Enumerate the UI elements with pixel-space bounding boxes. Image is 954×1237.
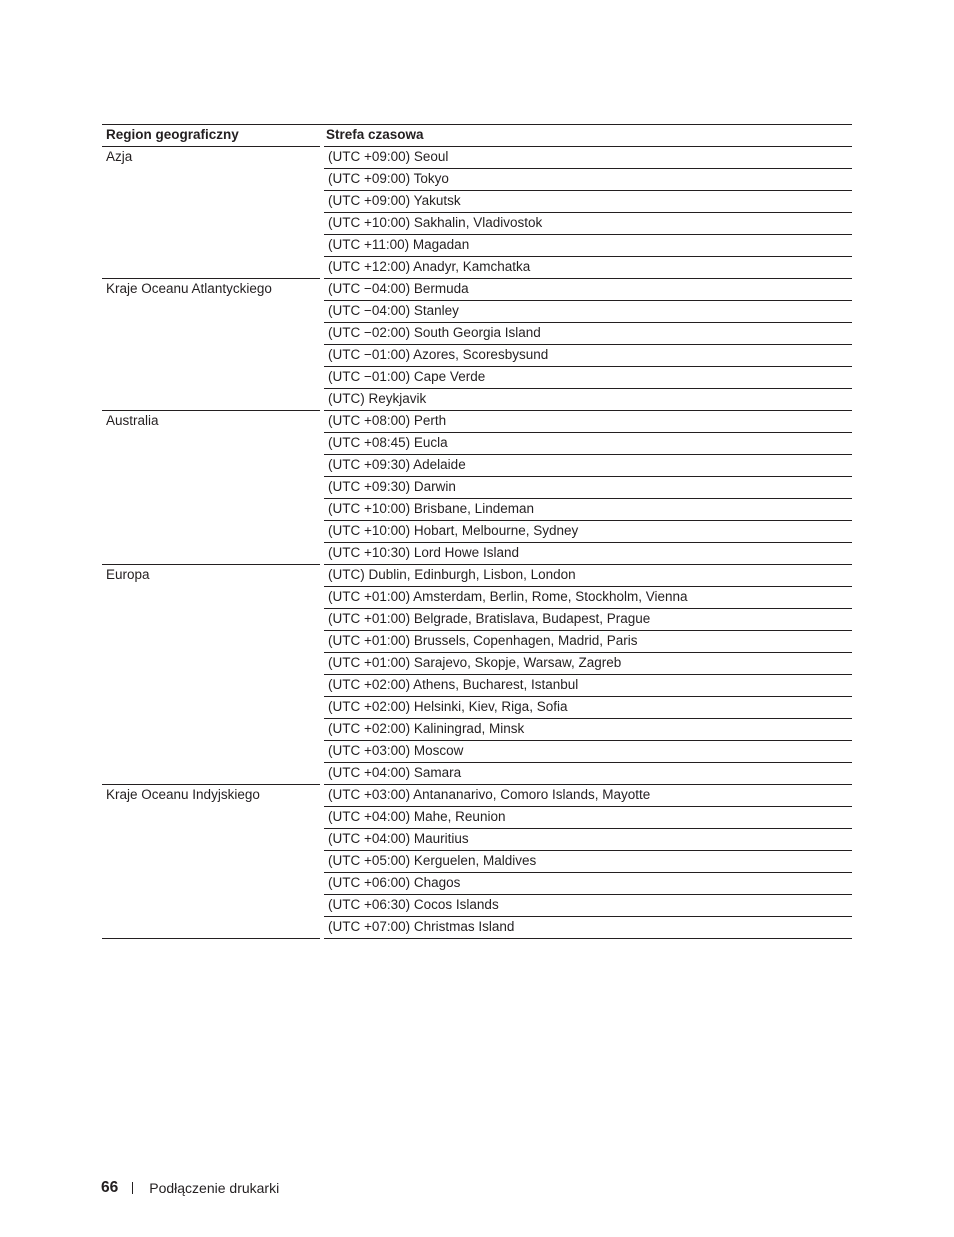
region-cell xyxy=(102,499,322,521)
timezone-cell: (UTC +03:00) Moscow xyxy=(322,741,852,763)
region-cell xyxy=(102,543,322,565)
header-region: Region geograficzny xyxy=(102,125,322,147)
timezone-cell: (UTC −04:00) Bermuda xyxy=(322,279,852,301)
timezone-cell: (UTC +08:00) Perth xyxy=(322,411,852,433)
timezone-cell: (UTC +09:00) Tokyo xyxy=(322,169,852,191)
region-cell: Europa xyxy=(102,565,322,587)
page-number: 66 xyxy=(101,1179,119,1196)
region-cell xyxy=(102,367,322,389)
region-cell xyxy=(102,235,322,257)
timezone-cell: (UTC +01:00) Sarajevo, Skopje, Warsaw, Zagreb xyxy=(322,653,852,675)
timezone-cell: (UTC +02:00) Helsinki, Kiev, Riga, Sofia xyxy=(322,697,852,719)
page-footer xyxy=(101,1177,279,1199)
region-cell xyxy=(102,191,322,213)
table-row xyxy=(102,873,852,895)
region-cell: Australia xyxy=(102,411,322,433)
table-row xyxy=(102,895,852,917)
region-cell xyxy=(102,477,322,499)
region-cell xyxy=(102,323,322,345)
timezone-cell: (UTC −01:00) Azores, Scoresbysund xyxy=(322,345,852,367)
region-cell xyxy=(102,455,322,477)
timezone-cell: (UTC +02:00) Athens, Bucharest, Istanbul xyxy=(322,675,852,697)
region-cell xyxy=(102,873,322,895)
timezone-cell: (UTC +06:00) Chagos xyxy=(322,873,852,895)
table-row xyxy=(102,653,852,675)
region-cell xyxy=(102,609,322,631)
header-timezone: Strefa czasowa xyxy=(322,125,852,147)
region-cell xyxy=(102,587,322,609)
table-row xyxy=(102,455,852,477)
timezone-cell: (UTC +01:00) Brussels, Copenhagen, Madrid, Paris xyxy=(322,631,852,653)
table-row xyxy=(102,697,852,719)
timezone-cell: (UTC +08:45) Eucla xyxy=(322,433,852,455)
table-row xyxy=(102,367,852,389)
region-cell xyxy=(102,213,322,235)
timezone-cell: (UTC +04:00) Mauritius xyxy=(322,829,852,851)
region-cell xyxy=(102,763,322,785)
timezone-cell: (UTC) Reykjavik xyxy=(322,389,852,411)
table-row xyxy=(102,609,852,631)
table-row xyxy=(102,763,852,785)
table-row xyxy=(102,829,852,851)
timezone-cell: (UTC +07:00) Christmas Island xyxy=(322,917,852,939)
timezone-cell: (UTC −04:00) Stanley xyxy=(322,301,852,323)
region-cell xyxy=(102,675,322,697)
timezone-cell: (UTC −01:00) Cape Verde xyxy=(322,367,852,389)
region-cell xyxy=(102,653,322,675)
footer-separator xyxy=(132,1182,133,1194)
table-row xyxy=(102,477,852,499)
table-row xyxy=(102,851,852,873)
region-cell xyxy=(102,829,322,851)
timezone-cell: (UTC +10:00) Brisbane, Lindeman xyxy=(322,499,852,521)
timezone-cell: (UTC +04:00) Samara xyxy=(322,763,852,785)
timezone-cell: (UTC +06:30) Cocos Islands xyxy=(322,895,852,917)
region-cell xyxy=(102,851,322,873)
header-row xyxy=(102,125,852,147)
timezone-cell: (UTC +09:30) Adelaide xyxy=(322,455,852,477)
region-cell xyxy=(102,389,322,411)
table-row xyxy=(102,675,852,697)
region-cell xyxy=(102,917,322,939)
region-cell xyxy=(102,741,322,763)
timezone-cell: (UTC +12:00) Anadyr, Kamchatka xyxy=(322,257,852,279)
region-cell: Kraje Oceanu Indyjskiego xyxy=(102,785,322,807)
table-row xyxy=(102,917,852,939)
timezone-cell: (UTC +09:00) Seoul xyxy=(322,147,852,169)
table-row xyxy=(102,301,852,323)
timezone-cell: (UTC) Dublin, Edinburgh, Lisbon, London xyxy=(322,565,852,587)
timezone-cell: (UTC +01:00) Amsterdam, Berlin, Rome, Stockholm, Vienna xyxy=(322,587,852,609)
timezone-cell: (UTC +11:00) Magadan xyxy=(322,235,852,257)
table-row xyxy=(102,807,852,829)
region-cell: Kraje Oceanu Atlantyckiego xyxy=(102,279,322,301)
region-cell xyxy=(102,521,322,543)
table-row xyxy=(102,213,852,235)
table-row xyxy=(102,345,852,367)
footer-section-title: Podłączenie drukarki xyxy=(149,1180,280,1196)
region-cell xyxy=(102,433,322,455)
region-cell xyxy=(102,257,322,279)
table-row xyxy=(102,433,852,455)
timezone-cell: (UTC +03:00) Antananarivo, Comoro Islands, Mayotte xyxy=(322,785,852,807)
timezone-cell: (UTC +09:00) Yakutsk xyxy=(322,191,852,213)
region-cell: Azja xyxy=(102,147,322,169)
region-cell xyxy=(102,697,322,719)
table-row xyxy=(102,147,852,169)
table-row xyxy=(102,257,852,279)
region-cell xyxy=(102,301,322,323)
table-row xyxy=(102,191,852,213)
region-cell xyxy=(102,807,322,829)
timezone-cell: (UTC +10:00) Hobart, Melbourne, Sydney xyxy=(322,521,852,543)
timezone-table xyxy=(102,124,852,939)
timezone-cell: (UTC +09:30) Darwin xyxy=(322,477,852,499)
region-cell xyxy=(102,631,322,653)
table-row xyxy=(102,587,852,609)
table-row xyxy=(102,565,852,587)
region-cell xyxy=(102,895,322,917)
timezone-cell: (UTC +10:30) Lord Howe Island xyxy=(322,543,852,565)
timezone-cell: (UTC +04:00) Mahe, Reunion xyxy=(322,807,852,829)
region-cell xyxy=(102,169,322,191)
table-row xyxy=(102,631,852,653)
timezone-cell: (UTC −02:00) South Georgia Island xyxy=(322,323,852,345)
table-row xyxy=(102,543,852,565)
table-row xyxy=(102,719,852,741)
table-row xyxy=(102,521,852,543)
table-row xyxy=(102,389,852,411)
table-row xyxy=(102,279,852,301)
timezone-cell: (UTC +01:00) Belgrade, Bratislava, Budapest, Prague xyxy=(322,609,852,631)
table-header xyxy=(102,125,852,147)
table-row xyxy=(102,499,852,521)
timezone-cell: (UTC +10:00) Sakhalin, Vladivostok xyxy=(322,213,852,235)
timezone-cell: (UTC +02:00) Kaliningrad, Minsk xyxy=(322,719,852,741)
table-row xyxy=(102,169,852,191)
table-row xyxy=(102,785,852,807)
region-cell xyxy=(102,345,322,367)
table-row xyxy=(102,741,852,763)
timezone-cell: (UTC +05:00) Kerguelen, Maldives xyxy=(322,851,852,873)
region-cell xyxy=(102,719,322,741)
table-row xyxy=(102,323,852,345)
table-body xyxy=(102,147,852,939)
table-row xyxy=(102,235,852,257)
table-row xyxy=(102,411,852,433)
